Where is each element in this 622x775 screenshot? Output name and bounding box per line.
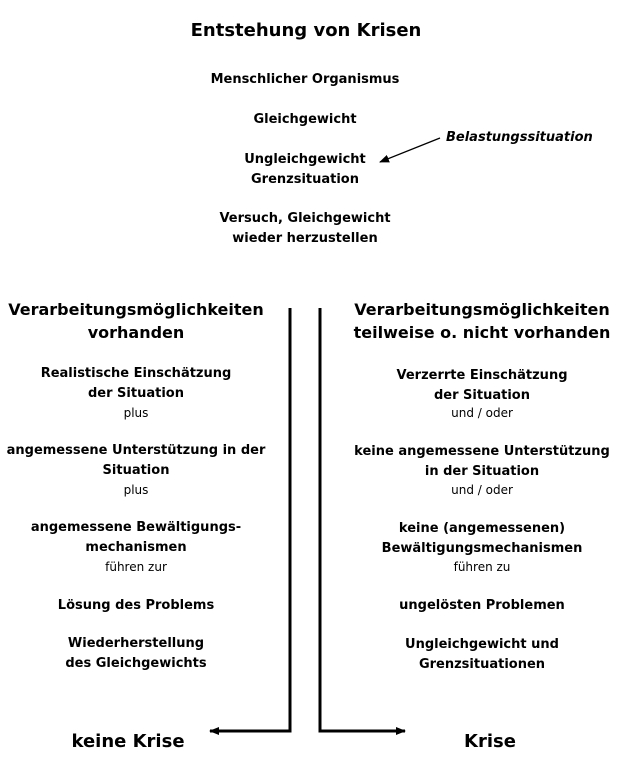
imbalance-line-2: Grenzsituation [250, 172, 359, 187]
left-item-4: Lösung des Problems [57, 598, 215, 613]
right-outcome: Krise [464, 731, 516, 752]
left-item-3-line-2: mechanismen [85, 540, 187, 555]
equilibrium-label: Gleichgewicht [253, 112, 357, 127]
left-heading-line-1: Verarbeitungsmöglichkeiten [8, 300, 264, 319]
left-heading-line-2: vorhanden [87, 323, 185, 342]
right-item-1-line-2: der Situation [434, 388, 530, 403]
right-item-3 [342, 519, 622, 559]
left-connector-2: plus [123, 483, 149, 497]
right-item-5 [342, 635, 622, 675]
right-item-4: ungelösten Problemen [399, 598, 565, 613]
right-item-5-line-2: Grenzsituationen [418, 657, 546, 672]
right-item-3-line-1: keine (angemessenen) [398, 521, 566, 536]
right-heading [342, 298, 622, 344]
imbalance-line-1: Ungleichgewicht [244, 152, 366, 167]
left-connector-3: führen zur [105, 560, 167, 574]
left-item-1 [0, 364, 272, 404]
right-item-5-line-1: Ungleichgewicht und [405, 637, 559, 652]
right-item-3-line-2: Bewältigungsmechanismen [381, 541, 583, 556]
right-connector-3: führen zu [453, 560, 511, 574]
right-item-1 [342, 366, 622, 406]
stress-situation-label: Belastungssituation [446, 130, 593, 145]
right-connector-2: und / oder [451, 483, 513, 497]
left-item-2 [0, 441, 272, 481]
left-item-3-line-1: angemessene Bewältigungs- [30, 520, 242, 535]
right-connector-1: und / oder [451, 406, 513, 420]
left-item-2-line-2: Situation [102, 463, 170, 478]
left-item-1-line-1: Realistische Einschätzung [40, 366, 232, 381]
right-item-2 [342, 442, 622, 482]
right-heading-line-2: teilweise o. nicht vorhanden [353, 323, 611, 342]
right-item-2-line-1: keine angemessene Unterstützung [354, 444, 610, 459]
page-title: Entstehung von Krisen [190, 20, 422, 41]
left-outcome: keine Krise [71, 731, 185, 752]
attempt-line-1: Versuch, Gleichgewicht [219, 211, 391, 226]
attempt-label [150, 209, 460, 249]
organism-label: Menschlicher Organismus [210, 72, 400, 87]
left-item-3 [0, 518, 272, 558]
left-heading [0, 298, 272, 344]
left-item-2-line-1: angemessene Unterstützung in der [6, 443, 266, 458]
right-item-1-line-1: Verzerrte Einschätzung [396, 368, 568, 383]
left-connector-1: plus [123, 406, 149, 420]
imbalance-label [150, 150, 460, 190]
left-item-5-line-1: Wiederherstellung [67, 636, 205, 651]
attempt-line-2: wieder herzustellen [232, 231, 378, 246]
right-item-2-line-2: in der Situation [424, 464, 540, 479]
left-item-5 [0, 634, 272, 674]
left-item-5-line-2: des Gleichgewichts [65, 656, 207, 671]
right-heading-line-1: Verarbeitungsmöglichkeiten [354, 300, 610, 319]
left-item-1-line-2: der Situation [88, 386, 184, 401]
